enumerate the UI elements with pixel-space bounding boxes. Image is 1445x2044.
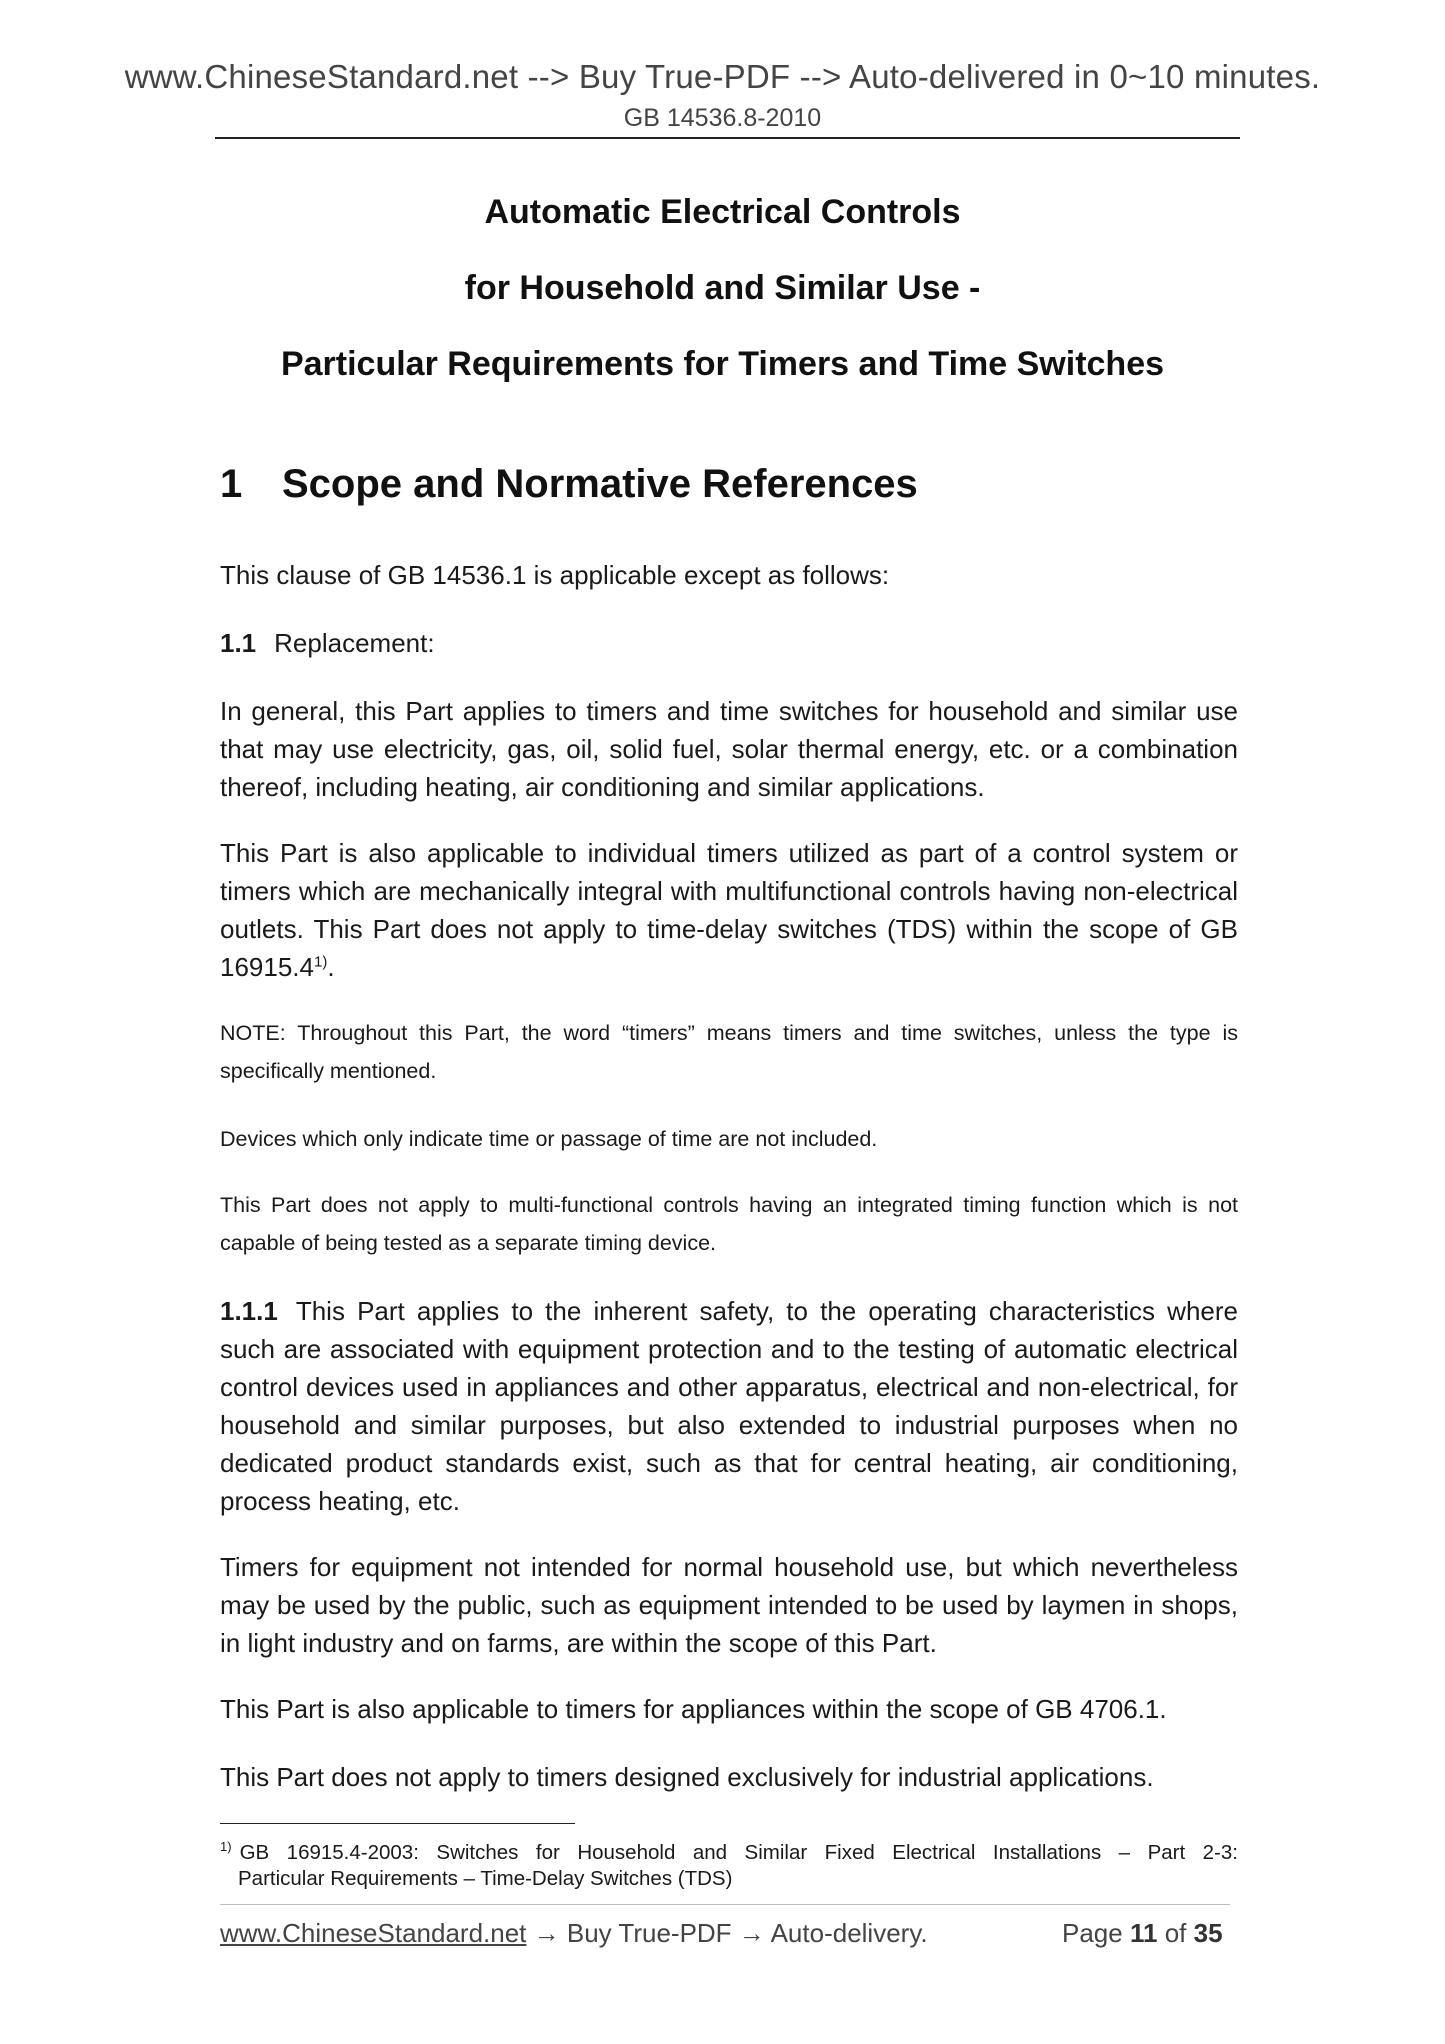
header-site-line[interactable]: www.ChineseStandard.net --> Buy True-PDF --> Auto-delivered in 0~10 minutes. — [124, 58, 1321, 95]
header-divider — [215, 137, 1240, 139]
page-word: Page — [1062, 1918, 1123, 1948]
paragraph-individual-timers-text: This Part is also applicable to individual timers utilized as part of a control system or timers which are mechanically integral with multifunctional controls having non-electrical outlets. This Part does not apply to time-delay switches (TDS) within the scope of GB 16915.4 — [220, 838, 1238, 982]
page-total: 35 — [1193, 1918, 1223, 1948]
note-paragraph: NOTE: Throughout this Part, the word “timers” means timers and time switches, unless the type is specifically mentioned. — [220, 1021, 1238, 1083]
footer-arrow-1: → — [526, 1918, 567, 1948]
page-of-word: of — [1164, 1918, 1187, 1948]
footer-auto-text: Auto-delivery. — [770, 1918, 928, 1948]
clause-1-1-number: 1.1 — [220, 628, 257, 658]
footnote-mark: 1) — [220, 1839, 232, 1854]
footer-links — [220, 1918, 928, 1949]
clause-1-1-text: Replacement: — [274, 628, 435, 658]
title-line-1: Automatic Electrical Controls — [484, 193, 961, 231]
section-number: 1 — [220, 462, 243, 506]
footnote-line-1: GB 16915.4-2003: Switches for Household and Similar Fixed Electrical Installations – Part 2-3: — [239, 1840, 1238, 1864]
multifunctional-paragraph: This Part does not apply to multi-functional controls having an integrated timing function which is not capable of being tested as a separate timing device. — [220, 1193, 1238, 1255]
footnote-line-2: Particular Requirements – Time-Delay Switches (TDS) — [238, 1866, 733, 1890]
footer-arrow-2: → — [731, 1918, 771, 1948]
page-current: 11 — [1129, 1918, 1158, 1948]
footnote-reference[interactable]: 1) — [313, 953, 328, 971]
footnote-divider — [220, 1823, 575, 1824]
paragraph-gb4706: This Part is also applicable to timers for appliances within the scope of GB 4706.1. — [220, 1694, 1167, 1724]
section-title: Scope and Normative References — [282, 462, 918, 506]
footer-divider — [220, 1904, 1230, 1905]
paragraph-general-scope: In general, this Part applies to timers and time switches for household and similar use that may use electricity, gas, oil, solid fuel, solar thermal energy, etc. or a combination thereof, including heating, air conditioning and similar applications. — [220, 696, 1238, 802]
paragraph-industrial-exclusion: This Part does not apply to timers designed exclusively for industrial applications. — [220, 1762, 1154, 1792]
clause-1-1-1-number: 1.1.1 — [220, 1296, 278, 1326]
page-number — [1062, 1918, 1223, 1949]
footer-site-link[interactable]: www.ChineseStandard.net — [220, 1918, 527, 1948]
clause-1-1-1 — [220, 1292, 1238, 1520]
footnote — [220, 1834, 1238, 1892]
section-heading — [220, 462, 918, 507]
clause-1-1-1-text: This Part applies to the inherent safety, to the operating characteristics where such are associated with equipment protection and to the testing of automatic electrical control devices used in appliances and other apparatus, electrical and non-electrical, for household and similar purposes, but also extended to industrial purposes when no dedicated product standards exist, such as that for central heating, air conditioning, process heating, etc. — [220, 1296, 1238, 1516]
intro-paragraph: This clause of GB 14536.1 is applicable except as follows: — [220, 560, 890, 590]
devices-paragraph: Devices which only indicate time or passage of time are not included. — [220, 1127, 878, 1151]
footer-buy-text: Buy True-PDF — [566, 1918, 732, 1948]
clause-1-1 — [220, 624, 1238, 662]
title-line-3: Particular Requirements for Timers and Time Switches — [280, 345, 1165, 383]
title-line-2: for Household and Similar Use - — [464, 269, 981, 307]
paragraph-individual-timers — [220, 834, 1238, 986]
paragraph-end-period: . — [327, 952, 335, 982]
paragraph-public-equipment: Timers for equipment not intended for normal household use, but which nevertheless may be used by the public, such as equipment intended to be used by laymen in shops, in light industry and on farms, are within the scope of this Part. — [220, 1552, 1238, 1658]
header-standard-number: GB 14536.8-2010 — [623, 104, 822, 132]
